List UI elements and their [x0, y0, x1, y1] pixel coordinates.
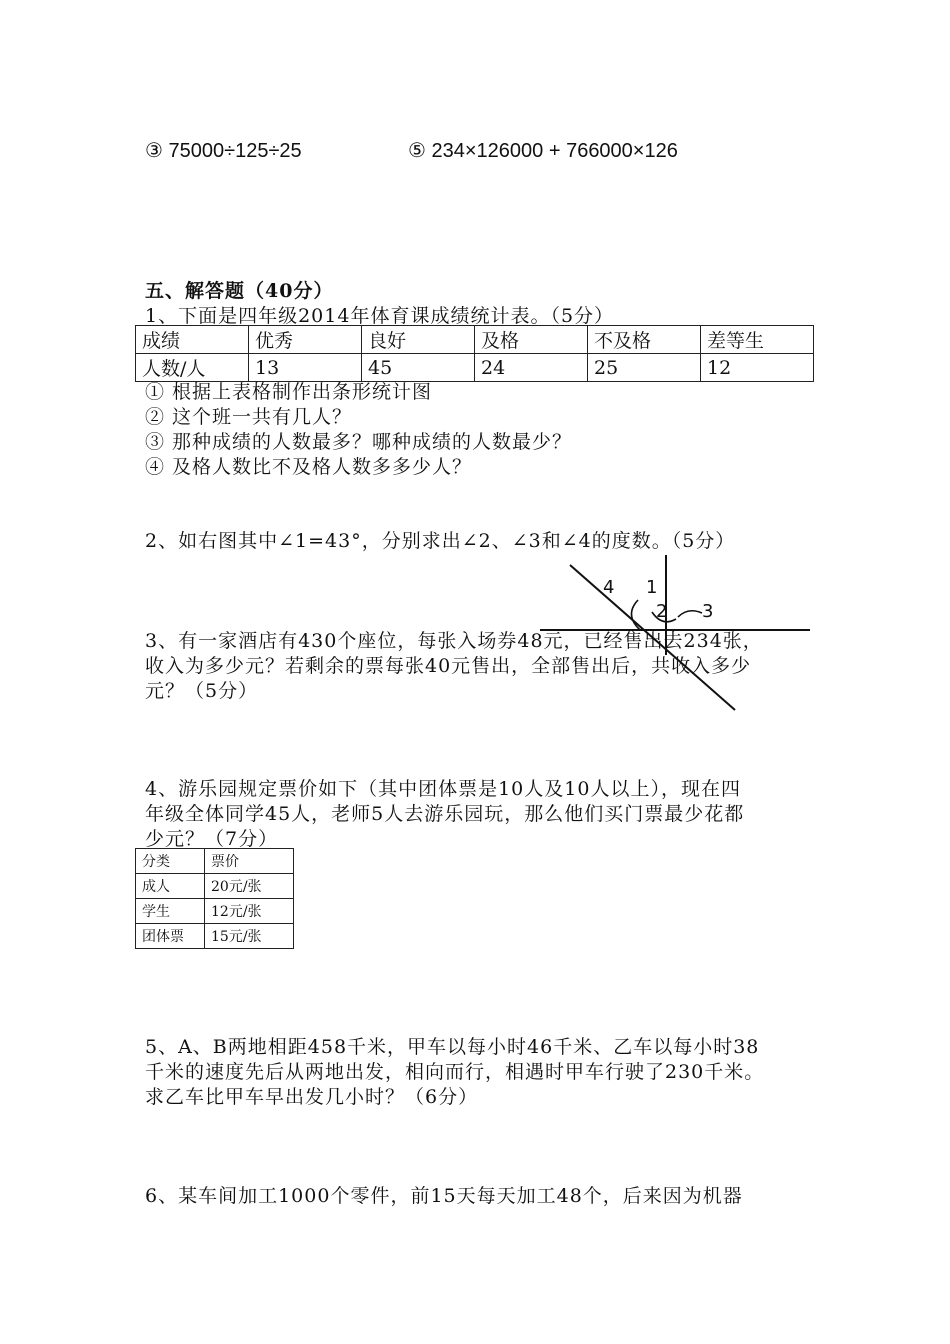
table-row — [136, 899, 294, 924]
angle-label-1: 1 — [646, 577, 658, 598]
q3-line-2: 收入为多少元？若剩余的票每张40元售出，全部售出后，共收入多少 — [145, 655, 752, 677]
section-title: 五、解答题（40分） — [145, 280, 334, 302]
q1-sub-2: ② 这个班一共有几人？ — [145, 406, 353, 428]
table-cell: 成绩 — [136, 326, 249, 354]
score-table — [135, 325, 814, 382]
table-cell: 票价 — [205, 849, 294, 874]
q2-text: 2、如右图其中∠1=43°，分别求出∠2、∠3和∠4的度数。（5分） — [145, 530, 736, 552]
angle-label-2: 2 — [656, 601, 668, 622]
q5-line-2: 千米的速度先后从两地出发，相向而行，相遇时甲车行驶了230千米。 — [145, 1061, 765, 1083]
calc-item-3: ③ 75000÷125÷25 — [145, 140, 302, 162]
table-cell: 学生 — [136, 899, 205, 924]
q1-sub-1: ① 根据上表格制作出条形统计图 — [145, 381, 433, 403]
q4-line-3: 少元？（7分） — [145, 828, 279, 850]
table-row — [136, 924, 294, 949]
table-cell: 20元/张 — [205, 874, 294, 899]
table-row — [136, 874, 294, 899]
table-cell: 优秀 — [249, 326, 362, 354]
table-cell: 差等生 — [701, 326, 814, 354]
q1-sub-4: ④ 及格人数比不及格人数多多少人？ — [145, 456, 473, 478]
table-cell: 不及格 — [588, 326, 701, 354]
table-cell: 分类 — [136, 849, 205, 874]
calc-item-5: ⑤ 234×126000 + 766000×126 — [408, 140, 678, 162]
q3-line-1: 3、有一家酒店有430个座位，每张入场券48元，已经售出去234张， — [145, 630, 763, 652]
table-cell: 13 — [249, 354, 362, 382]
angle-label-3: 3 — [702, 601, 714, 622]
table-cell: 良好 — [362, 326, 475, 354]
table-cell: 15元/张 — [205, 924, 294, 949]
angle-arc-3 — [678, 611, 702, 617]
table-cell: 12元/张 — [205, 899, 294, 924]
table-cell: 及格 — [475, 326, 588, 354]
table-cell: 25 — [588, 354, 701, 382]
q6-line-1: 6、某车间加工1000个零件，前15天每天加工48个，后来因为机器 — [145, 1185, 743, 1207]
q5-line-1: 5、A、B两地相距458千米，甲车以每小时46千米、乙车以每小时38 — [145, 1036, 760, 1058]
q1-text: 1、下面是四年级2014年体育课成绩统计表。（5分） — [145, 305, 615, 327]
price-table — [135, 848, 294, 949]
q3-line-3: 元？（5分） — [145, 680, 259, 702]
table-row — [136, 849, 294, 874]
table-cell: 24 — [475, 354, 588, 382]
q5-line-3: 求乙车比甲车早出发几小时？（6分） — [145, 1086, 479, 1108]
q4-line-2: 年级全体同学45人，老师5人去游乐园玩，那么他们买门票最少花都 — [145, 803, 745, 825]
table-cell: 45 — [362, 354, 475, 382]
q1-sub-3: ③ 那种成绩的人数最多？哪种成绩的人数最少？ — [145, 431, 573, 453]
q4-line-1: 4、游乐园规定票价如下（其中团体票是10人及10人以上），现在四 — [145, 778, 741, 800]
table-cell: 人数/人 — [136, 354, 249, 382]
angle-label-4: 4 — [603, 577, 615, 598]
table-cell: 团体票 — [136, 924, 205, 949]
table-cell: 成人 — [136, 874, 205, 899]
table-cell: 12 — [701, 354, 814, 382]
table-row — [136, 326, 814, 354]
